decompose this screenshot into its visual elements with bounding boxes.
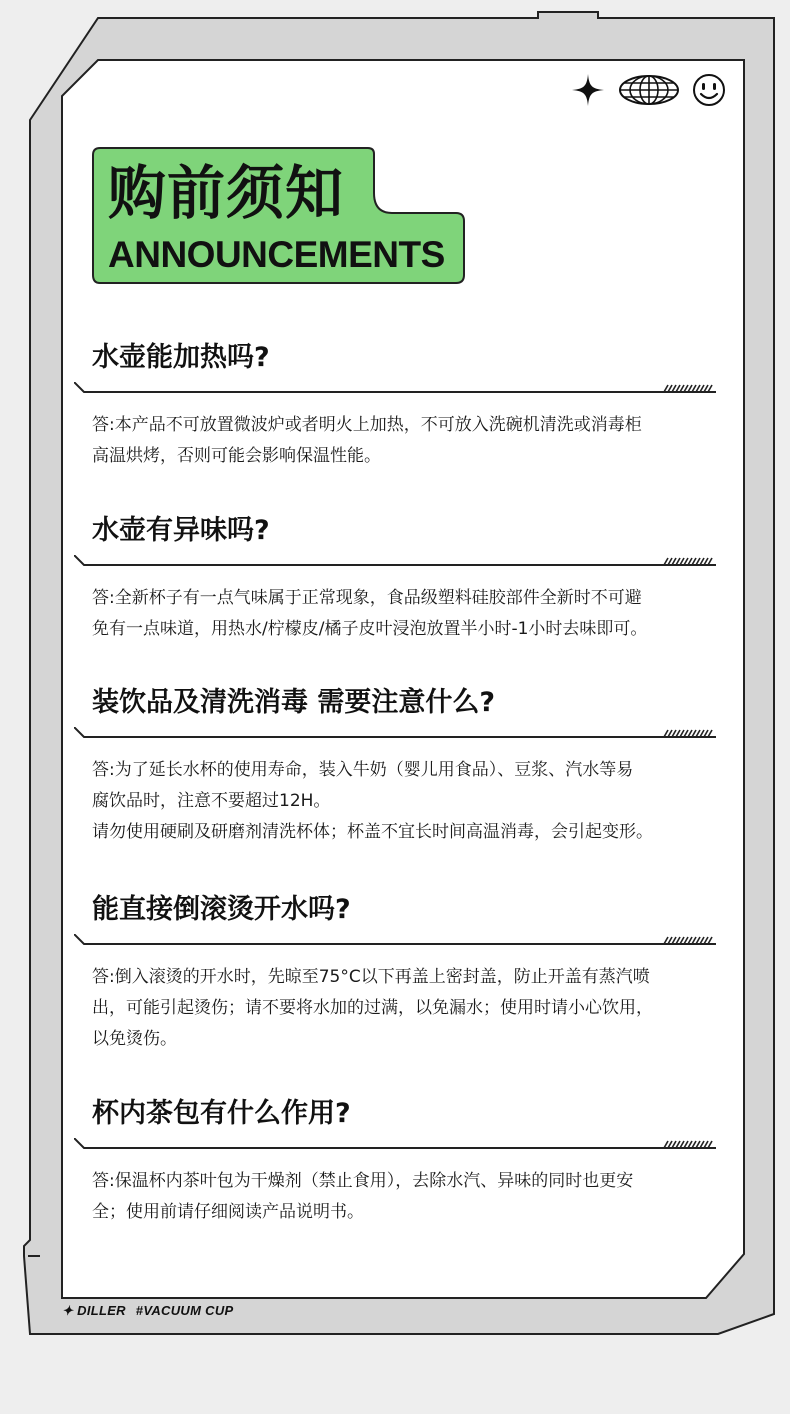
answer-line: 全；使用前请仔细阅读产品说明书。: [92, 1202, 364, 1222]
star-icon: ✦: [62, 1303, 74, 1318]
faq-divider: [74, 555, 716, 567]
answer-line: 免有一点味道，用热水/柠檬皮/橘子皮叶浸泡放置半小时-1小时去味即可。: [92, 619, 648, 639]
sparkle-icon: [570, 72, 606, 108]
answer-line: 以免烫伤。: [92, 1029, 177, 1049]
faq-question: 水壶有异味吗?: [92, 515, 270, 546]
faq-answer: [92, 583, 712, 645]
answer-line: 答:全新杯子有一点气味属于正常现象，食品级塑料硅胶部件全新时不可避: [92, 588, 642, 608]
faq-question: 水壶能加热吗?: [92, 342, 270, 373]
faq-divider: [74, 382, 716, 394]
answer-line: 答:为了延长水杯的使用寿命，装入牛奶（婴儿用食品）、豆浆、汽水等易: [92, 760, 634, 780]
faq-divider: [74, 1138, 716, 1150]
answer-line: 答:保温杯内茶叶包为干燥剂（禁止食用），去除水汽、异味的同时也更安: [92, 1171, 634, 1191]
page-title: 购前须知: [108, 159, 345, 227]
faq-item: [74, 890, 716, 1055]
faq-question: 能直接倒滚烫开水吗?: [92, 894, 351, 925]
page-subtitle: ANNOUNCEMENTS: [108, 234, 445, 275]
faq-item: [74, 683, 716, 848]
decor-icons: [570, 70, 730, 110]
faq-answer: [92, 755, 712, 848]
faq-question: 杯内茶包有什么作用?: [92, 1098, 351, 1129]
smiley-icon: [692, 73, 726, 107]
answer-line: 高温烘烤，否则可能会影响保温性能。: [92, 446, 381, 466]
faq-item: [74, 338, 716, 472]
faq-divider: [74, 727, 716, 739]
globe-icon: [618, 74, 680, 106]
footer-brand: DILLER: [77, 1303, 126, 1318]
faq-item: [74, 1094, 716, 1228]
footer-hashtag: #VACUUM CUP: [135, 1303, 234, 1318]
faq-answer: [92, 410, 712, 472]
faq-question: 装饮品及清洗消毒 需要注意什么?: [92, 687, 496, 718]
answer-line: 请勿使用硬刷及研磨剂清洗杯体；杯盖不宜长时间高温消毒，会引起变形。: [92, 822, 653, 842]
faq-answer: [92, 962, 712, 1055]
faq-divider: [74, 934, 716, 946]
faq-item: [74, 511, 716, 645]
answer-line: 答:倒入滚烫的开水时，先晾至75°C以下再盖上密封盖，防止开盖有蒸汽喷: [92, 967, 650, 987]
answer-line: 出，可能引起烫伤；请不要将水加的过满，以免漏水；使用时请小心饮用，: [92, 998, 653, 1018]
footer-tag: [62, 1303, 233, 1319]
faq-answer: [92, 1166, 712, 1228]
header-badge: [92, 147, 464, 283]
answer-line: 答:本产品不可放置微波炉或者明火上加热，不可放入洗碗机清洗或消毒柜: [92, 415, 642, 435]
answer-line: 腐饮品时，注意不要超过12H。: [92, 791, 331, 811]
